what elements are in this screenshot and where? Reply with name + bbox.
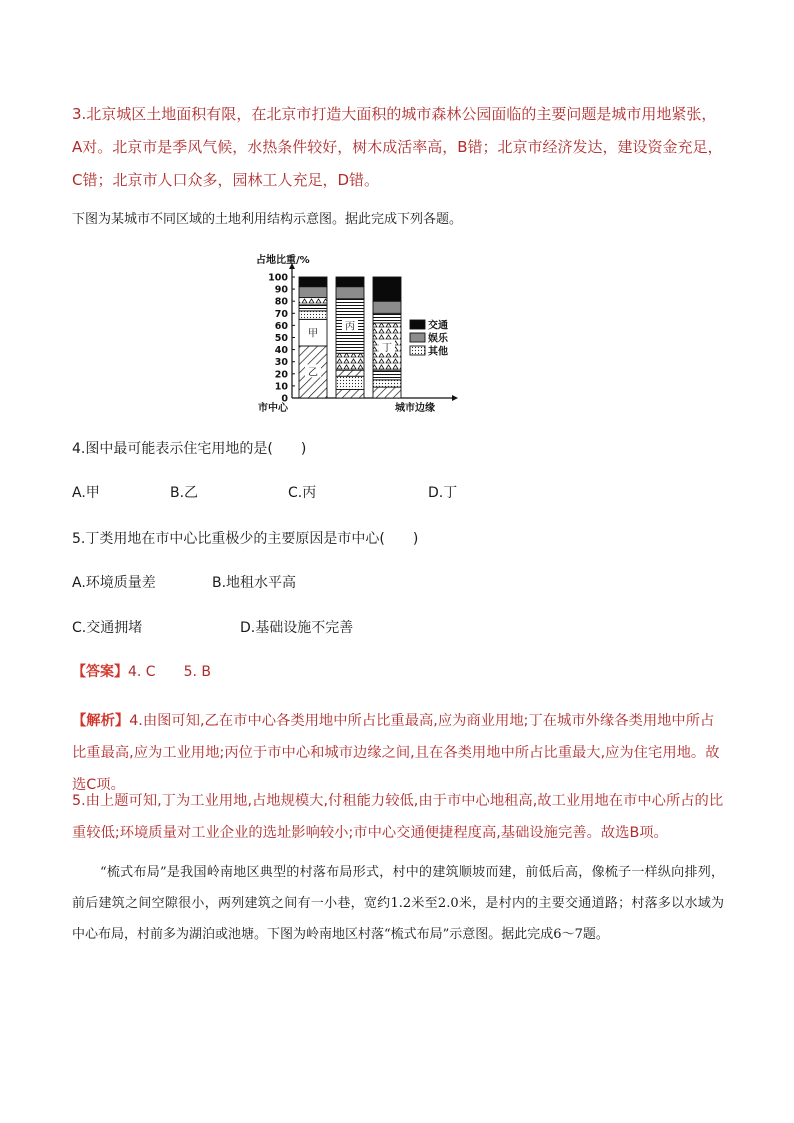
legend-swatch-交通 xyxy=(410,320,425,329)
bar-segment-乙 xyxy=(373,387,401,398)
answer-text: 4. C 5. B xyxy=(128,664,211,680)
y-tick-label: 100 xyxy=(268,272,288,284)
inline-label-丙: 丙 xyxy=(345,321,355,333)
explanation-3: 3.北京城区土地面积有限，在北京市打造大面积的城市森林公园面临的主要问题是城市用地紧张，A对。北京市是季风气候，水热条件较好，树木成活率高，B错；北京市经济发达，建设资金充足，C错；北京市人口众多，园林工人充足，D错。 xyxy=(72,105,723,189)
bar-segment-丙 xyxy=(373,313,401,323)
legend-label-其他: 其他 xyxy=(428,346,448,358)
y-tick-label: 0 xyxy=(281,393,288,405)
inline-label-甲: 甲 xyxy=(308,328,318,340)
comb-layout-intro: “梳式布局”是我国岭南地区典型的村落布局形式，村中的建筑顺坡而建，前低后高，像梳子一样纵向排列，前后建筑之间空隙很小，两列建筑之间有一小巷，宽约1.2米至2.0米，是村内的主要交通道路；村落多以水域为中心布局，村前多为湖泊或池塘。下图为岭南地区村落“梳式布局”示意图。据此完成6～7题。 xyxy=(72,865,724,942)
y-tick-label: 20 xyxy=(274,369,288,381)
bar-segment-乙 xyxy=(336,390,364,398)
y-tick-label: 70 xyxy=(274,308,288,320)
y-tick-label: 50 xyxy=(274,333,288,344)
q5-option-a[interactable]: A.环境质量差 xyxy=(72,575,156,591)
question-5-stem: 5.丁类用地在市中心比重极少的主要原因是市中心( ) xyxy=(72,531,419,547)
analysis-4-text: 4.由图可知,乙在市中心各类用地中所占比重最高,应为商业用地;丁在城市外缘各类用地中所占比重最高,应为工业用地;丙位于市中心和城市边缘之间,且在各类用地中所占比重最大,应为住宅用地。故选C项。 xyxy=(72,713,720,793)
question-5-options-row1 xyxy=(72,572,724,594)
answer-tag: 【答案】 xyxy=(72,664,128,680)
y-tick-label: 90 xyxy=(274,284,288,296)
bar-segment-丁 xyxy=(299,298,327,305)
legend-swatch-娱乐 xyxy=(410,333,425,342)
bar-segment-其他 xyxy=(299,311,327,319)
q4-option-c[interactable]: C.丙 xyxy=(288,485,317,501)
y-tick-label: 10 xyxy=(274,381,288,393)
q5-option-d[interactable]: D.基础设施不完善 xyxy=(240,620,354,636)
q5-option-b[interactable]: B.地租水平高 xyxy=(212,575,297,591)
legend-label-娱乐: 娱乐 xyxy=(428,333,448,345)
y-tick-label: 80 xyxy=(274,296,288,308)
bar-segment-娱乐 xyxy=(336,287,364,299)
x-start-label: 市中心 xyxy=(258,403,288,414)
bar-segment-娱乐 xyxy=(299,287,327,298)
y-tick-label: 40 xyxy=(274,345,288,357)
bar-segment-丙 xyxy=(299,305,327,311)
bar-segment-交通 xyxy=(299,277,327,287)
question-4-options xyxy=(72,482,724,504)
legend-swatch-其他 xyxy=(410,346,425,355)
q4-option-d[interactable]: D.丁 xyxy=(428,485,458,501)
bar-segment-丁 xyxy=(336,353,364,370)
q4-option-a[interactable]: A.甲 xyxy=(72,485,100,501)
y-tick-label: 60 xyxy=(274,320,288,332)
x-axis-arrow xyxy=(452,395,458,401)
analysis-tag: 【解析】 xyxy=(72,713,130,729)
bar-segment-娱乐 xyxy=(373,301,401,313)
bar-segment-丙 xyxy=(373,370,401,380)
inline-label-丁: 丁 xyxy=(382,343,392,355)
bar-segment-交通 xyxy=(373,277,401,301)
bar-segment-其他 xyxy=(336,376,364,389)
chart-intro: 下图为某城市不同区域的土地利用结构示意图。据此完成下列各题。 xyxy=(72,212,463,227)
bar-segment-乙 xyxy=(336,370,364,376)
legend-label-交通: 交通 xyxy=(428,320,448,332)
question-4-stem: 4.图中最可能表示住宅用地的是( ) xyxy=(72,441,307,457)
analysis-5: 5.由上题可知,丁为工业用地,占地规模大,付租能力较低,由于市中心地租高,故工业用地在市中心所占的比重较低;环境质量对工业企业的选址影响较小;市中心交通便捷程度高,基础设施完善。故选B项。 xyxy=(72,793,724,841)
bar-segment-交通 xyxy=(336,277,364,287)
land-use-stacked-bar-chart xyxy=(252,250,472,415)
x-end-label: 城市边缘 xyxy=(395,403,435,414)
q4-option-b[interactable]: B.乙 xyxy=(170,485,199,501)
y-axis-label: 占地比重/% xyxy=(256,255,310,266)
y-tick-label: 30 xyxy=(274,357,288,369)
inline-label-乙: 乙 xyxy=(308,367,318,379)
q5-option-c[interactable]: C.交通拥堵 xyxy=(72,620,143,636)
answer-line xyxy=(72,661,724,683)
question-5-options-row2 xyxy=(72,617,724,639)
bar-segment-其他 xyxy=(373,380,401,387)
